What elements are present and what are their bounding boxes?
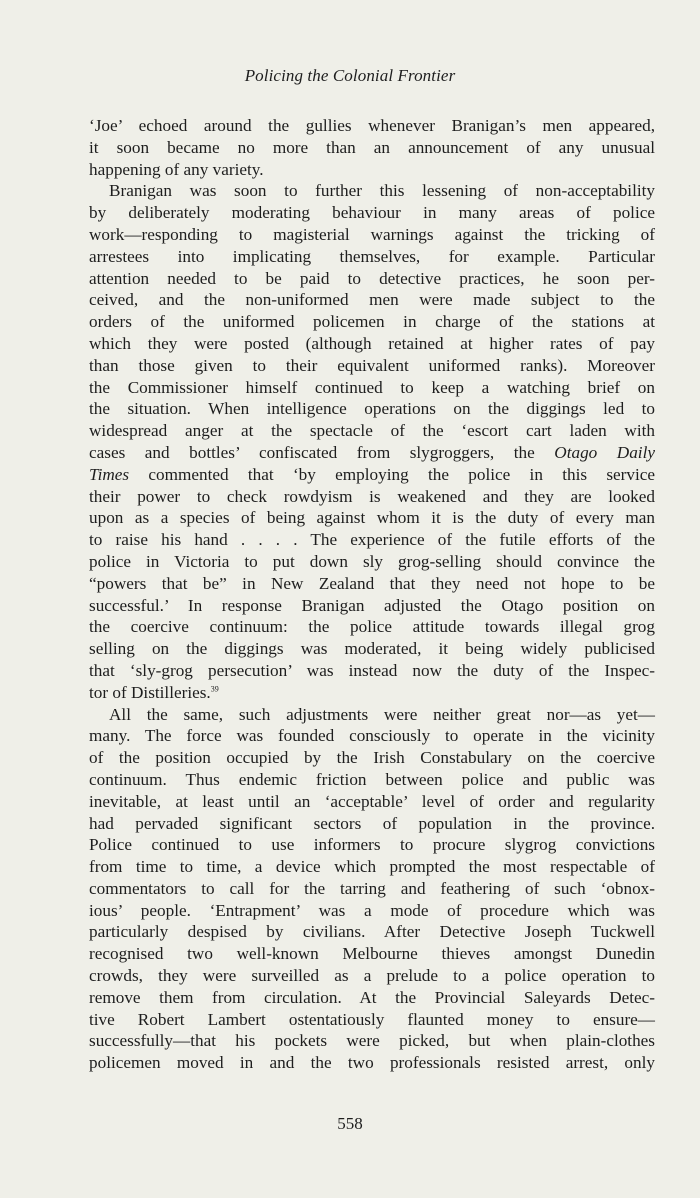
text-line xyxy=(89,878,655,900)
line-text: happening of any variety. xyxy=(89,159,264,179)
line-text: of the position occupied by the Irish Constabulary on the coercive xyxy=(89,748,655,768)
line-text: ‘Joe’ echoed around the gullies whenever Branigan’s men appeared, xyxy=(89,116,655,135)
text-line xyxy=(89,943,655,965)
text-line xyxy=(89,420,655,442)
text-line xyxy=(89,268,655,290)
line-text: ious’ people. ‘Entrapment’ was a mode of procedure which was xyxy=(89,900,655,920)
line-text: the coercive continuum: the police attitude towards illegal grog xyxy=(89,617,655,637)
line-text: Times commented that ‘by employing the police in this service xyxy=(89,464,655,484)
text-line xyxy=(89,660,655,682)
line-text: “powers that be” in New Zealand that they need not hope to be xyxy=(89,573,655,593)
text-line xyxy=(89,813,655,835)
text-line xyxy=(89,377,655,399)
text-line xyxy=(89,1030,655,1052)
line-text: selling on the diggings was moderated, it being widely publicised xyxy=(89,639,655,659)
line-text: successfully—that his pockets were picked, but when plain-clothes xyxy=(89,1031,655,1051)
line-text: work—responding to magisterial warnings against the tricking of xyxy=(89,224,655,244)
text-line xyxy=(89,289,655,311)
line-text: continuum. Thus endemic friction between police and public was xyxy=(89,769,655,789)
text-line xyxy=(89,1052,655,1074)
line-text: Branigan was soon to further this lessening of non-acceptability xyxy=(109,181,655,201)
line-text: the Commissioner himself continued to keep a watching brief on xyxy=(89,377,655,397)
line-text: Police continued to use informers to procure slygrog convictions xyxy=(89,835,655,855)
text-line xyxy=(89,398,655,420)
text-line xyxy=(89,856,655,878)
line-text: crowds, they were surveilled as a prelude to a police operation to xyxy=(89,966,655,986)
line-text: that ‘sly-grog persecution’ was instead now the duty of the Inspec- xyxy=(89,660,655,680)
line-text: the situation. When intelligence operations on the diggings led to xyxy=(89,399,655,419)
text-line xyxy=(89,137,655,159)
line-text: widespread anger at the spectacle of the ‘escort cart laden with xyxy=(89,421,655,441)
line-text: had pervaded significant sectors of population in the province. xyxy=(89,813,655,833)
text-line xyxy=(89,224,655,246)
text-line xyxy=(89,159,655,181)
line-text: remove them from circulation. At the Provincial Saleyards Detec- xyxy=(89,987,655,1007)
text-line xyxy=(89,464,655,486)
line-text: cases and bottles’ confiscated from slygroggers, the Otago Daily xyxy=(89,442,655,462)
text-line xyxy=(89,442,655,464)
text-line xyxy=(89,486,655,508)
text-line xyxy=(89,529,655,551)
line-text: than those given to their equivalent uniformed ranks). Moreover xyxy=(89,355,655,375)
text-line xyxy=(89,791,655,813)
line-text: to raise his hand . . . . The experience of the futile efforts of the xyxy=(89,530,655,550)
text-line xyxy=(89,987,655,1009)
text-line xyxy=(89,704,655,726)
line-text: recognised two well-known Melbourne thieves amongst Dunedin xyxy=(89,944,655,964)
line-text: tive Robert Lambert ostentatiously flaunted money to ensure— xyxy=(89,1009,655,1029)
body-text xyxy=(89,115,655,1074)
line-text: arrestees into implicating themselves, for example. Particular xyxy=(89,246,655,266)
text-line xyxy=(89,769,655,791)
text-line xyxy=(89,333,655,355)
line-text: by deliberately moderating behaviour in many areas of police xyxy=(89,203,655,223)
text-line xyxy=(89,747,655,769)
text-line xyxy=(89,921,655,943)
line-text: commentators to call for the tarring and feathering of such ‘obnox- xyxy=(89,878,655,898)
line-text: from time to time, a device which prompted the most respectable of xyxy=(89,857,655,877)
text-line xyxy=(89,682,655,704)
text-line xyxy=(89,638,655,660)
line-text: orders of the uniformed policemen in charge of the stations at xyxy=(89,312,655,332)
running-head: Policing the Colonial Frontier xyxy=(244,66,456,85)
text-line xyxy=(89,1009,655,1031)
text-line xyxy=(89,355,655,377)
text-line xyxy=(89,246,655,268)
text-line xyxy=(89,725,655,747)
line-text: many. The force was founded consciously to operate in the vicinity xyxy=(89,726,655,746)
line-text: it soon became no more than an announcement of any unusual xyxy=(89,137,655,157)
line-text: policemen moved in and the two professionals resisted arrest, only xyxy=(89,1053,655,1073)
text-line xyxy=(89,180,655,202)
line-text: ceived, and the non-uniformed men were made subject to the xyxy=(89,290,655,310)
text-line xyxy=(89,834,655,856)
line-text: All the same, such adjustments were neither great nor—as yet— xyxy=(109,704,655,724)
line-text: tor of Distilleries. xyxy=(89,682,211,702)
line-text: particularly despised by civilians. After Detective Joseph Tuckwell xyxy=(89,922,655,942)
text-line xyxy=(89,551,655,573)
page-number: 558 xyxy=(337,1114,363,1133)
text-line xyxy=(89,965,655,987)
line-text: attention needed to be paid to detective practices, he soon per- xyxy=(89,268,655,288)
text-line xyxy=(89,573,655,595)
text-line xyxy=(89,616,655,638)
line-text: inevitable, at least until an ‘acceptable’ level of order and regularity xyxy=(89,791,655,811)
text-line xyxy=(89,202,655,224)
line-text: their power to check rowdyism is weakened and they are looked xyxy=(89,486,655,506)
line-text: upon as a species of being against whom it is the duty of every man xyxy=(89,508,655,528)
footnote-reference: 39 xyxy=(210,683,219,693)
text-line xyxy=(89,507,655,529)
line-text: which they were posted (although retained at higher rates of pay xyxy=(89,333,655,353)
text-line xyxy=(89,900,655,922)
line-text: successful.’ In response Branigan adjusted the Otago position on xyxy=(89,595,655,615)
text-line xyxy=(89,595,655,617)
text-line xyxy=(89,311,655,333)
line-text: police in Victoria to put down sly grog-selling should convince the xyxy=(89,551,655,571)
text-line xyxy=(89,115,655,137)
